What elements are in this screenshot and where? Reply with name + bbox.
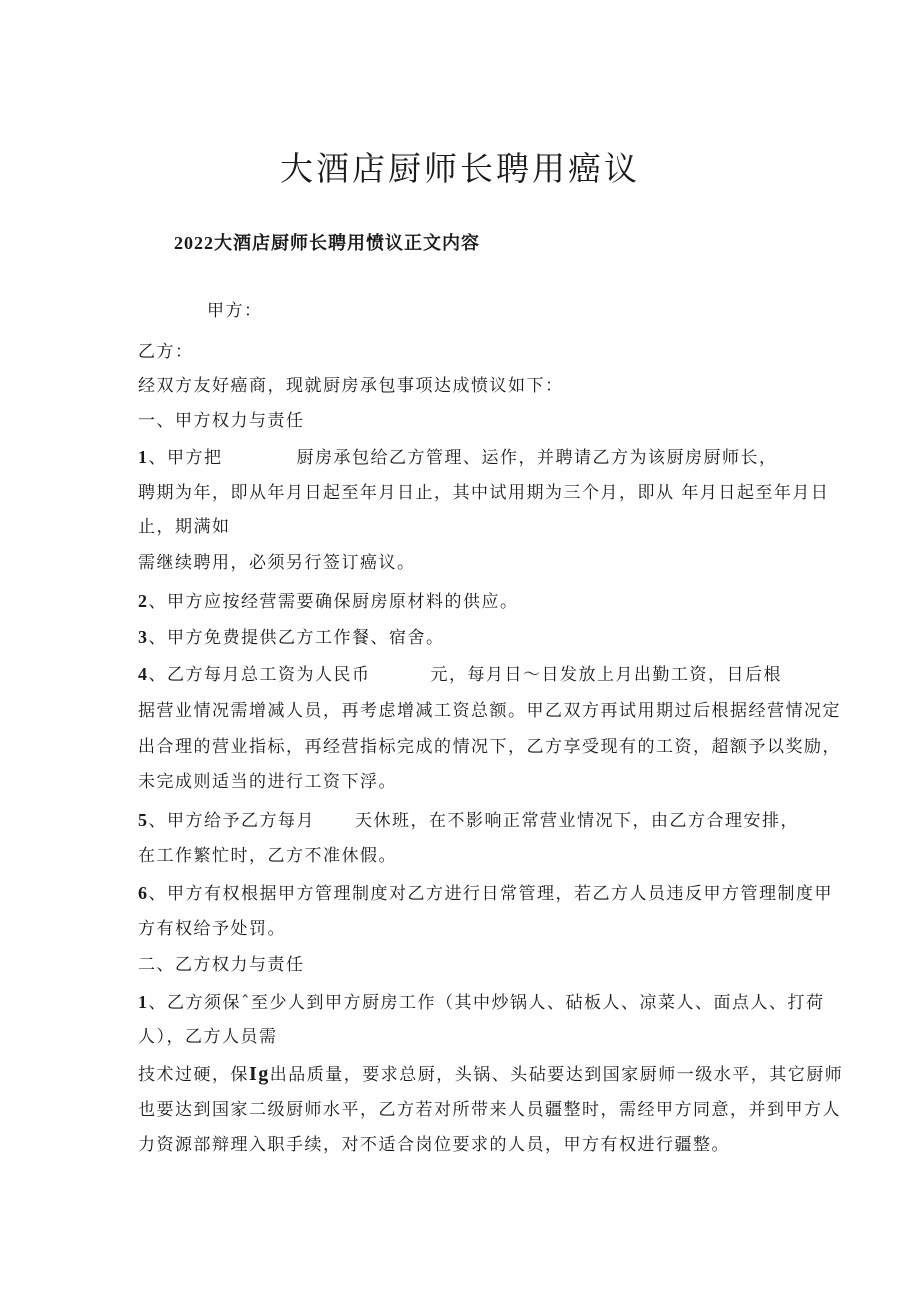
s1-item1-text-b: 厨房承包给乙方管理、运作，并聘请乙方为该厨房厨师长， <box>296 448 778 468</box>
s2-item1-line3-b: Ig <box>249 1063 270 1085</box>
s1-item4-line3: 出合理的营业指标，再经营指标完成的情况下，乙方享受现有的工资，超额予以奖励， <box>138 737 841 757</box>
s1-item4-number: 4 <box>138 664 149 684</box>
s1-item3-number: 3 <box>138 627 149 647</box>
s1-item1-line4: 需继续聘用，必须另行签订癌议。 <box>138 553 416 573</box>
s1-item5-text-a: 、甲方给予乙方每月 <box>148 811 315 831</box>
subtitle-text: 2022大酒店厨师长聘用愤议正文内容 <box>174 233 480 253</box>
s2-item1-number: 1 <box>138 992 149 1012</box>
s1-item4-line1 <box>138 663 782 686</box>
s1-item1-line1 <box>138 446 778 469</box>
s1-item2-number: 2 <box>138 591 149 611</box>
s1-item5-line2: 在工作繁忙时，乙方不准休假。 <box>138 846 397 866</box>
party-b-label: 乙方： <box>138 342 194 362</box>
s1-item4-line4: 未完成则适当的进行工资下浮。 <box>138 772 397 792</box>
s1-item5-text-b: 天休班，在不影响正常营业情况下，由乙方合理安排， <box>355 811 799 831</box>
s2-item1-line4: 也要达到国家二级厨师水平，乙方若对所带来人员疆整时，需经甲方同意，并到甲方人 <box>138 1100 841 1120</box>
s1-item6-line1 <box>138 882 833 905</box>
s2-item1-line3-a: 技术过硬，保 <box>138 1065 249 1085</box>
s1-item1-number: 1 <box>138 447 149 467</box>
section-2-heading: 二、乙方权力与责任 <box>138 955 305 975</box>
s1-item1-text-a: 、甲方把 <box>148 448 223 468</box>
s1-item5-number: 5 <box>138 810 149 830</box>
party-a-label: 甲方： <box>207 301 263 321</box>
s1-item4-text-a: 、乙方每月总工资为人民币 <box>148 665 371 685</box>
s1-item6-line2: 方有权给予处罚。 <box>138 919 286 939</box>
section-1-heading: 一、甲方权力与责任 <box>138 411 305 431</box>
document-title: 大酒店厨师长聘用癌议 <box>280 149 640 188</box>
document-subtitle <box>174 232 480 255</box>
s1-item4-text-b: 元，每月日～日发放上月出勤工资，日后根 <box>430 665 782 685</box>
intro-paragraph: 经双方友好癌商，现就厨房承包事项达成愤议如下： <box>138 376 564 396</box>
s2-item1-line2: 人），乙方人员需 <box>138 1027 278 1047</box>
s1-item5-line1 <box>138 809 799 832</box>
s2-item1-line3-c: 出品质量，要求总厨，头锅、头砧要达到国家厨师一级水平，其它厨师 <box>269 1065 844 1085</box>
s1-item6-number: 6 <box>138 883 149 903</box>
s1-item6-text: 、甲方有权根据甲方管理制度对乙方进行日常管理，若乙方人员违反甲方管理制度甲 <box>148 884 833 904</box>
s2-item1-line1 <box>138 991 825 1014</box>
s1-item1-line3: 止，期满如 <box>138 517 231 537</box>
s1-item1-line2: 聘期为年，即从年月日起至年月日止，其中试用期为三个月，即从 年月日起至年月日 <box>138 483 830 503</box>
s1-item3 <box>138 626 445 649</box>
s1-item4-line2: 据营业情况需增减人员，再考虑增减工资总额。甲乙双方再试用期过后根据经营情况定 <box>138 701 841 721</box>
s1-item2-text: 、甲方应按经营需要确保厨房原材料的供应。 <box>148 592 519 612</box>
s1-item3-text: 、甲方免费提供乙方工作餐、宿舍。 <box>148 628 445 648</box>
s2-item1-text: 、乙方须保ˆ至少人到甲方厨房工作（其中炒锅人、砧板人、凉菜人、面点人、打荷 <box>148 993 825 1013</box>
s2-item1-line3 <box>138 1063 843 1086</box>
s2-item1-line5: 力资源部辩理入职手续，对不适合岗位要求的人员，甲方有权进行疆整。 <box>138 1135 730 1155</box>
s1-item2 <box>138 590 519 613</box>
